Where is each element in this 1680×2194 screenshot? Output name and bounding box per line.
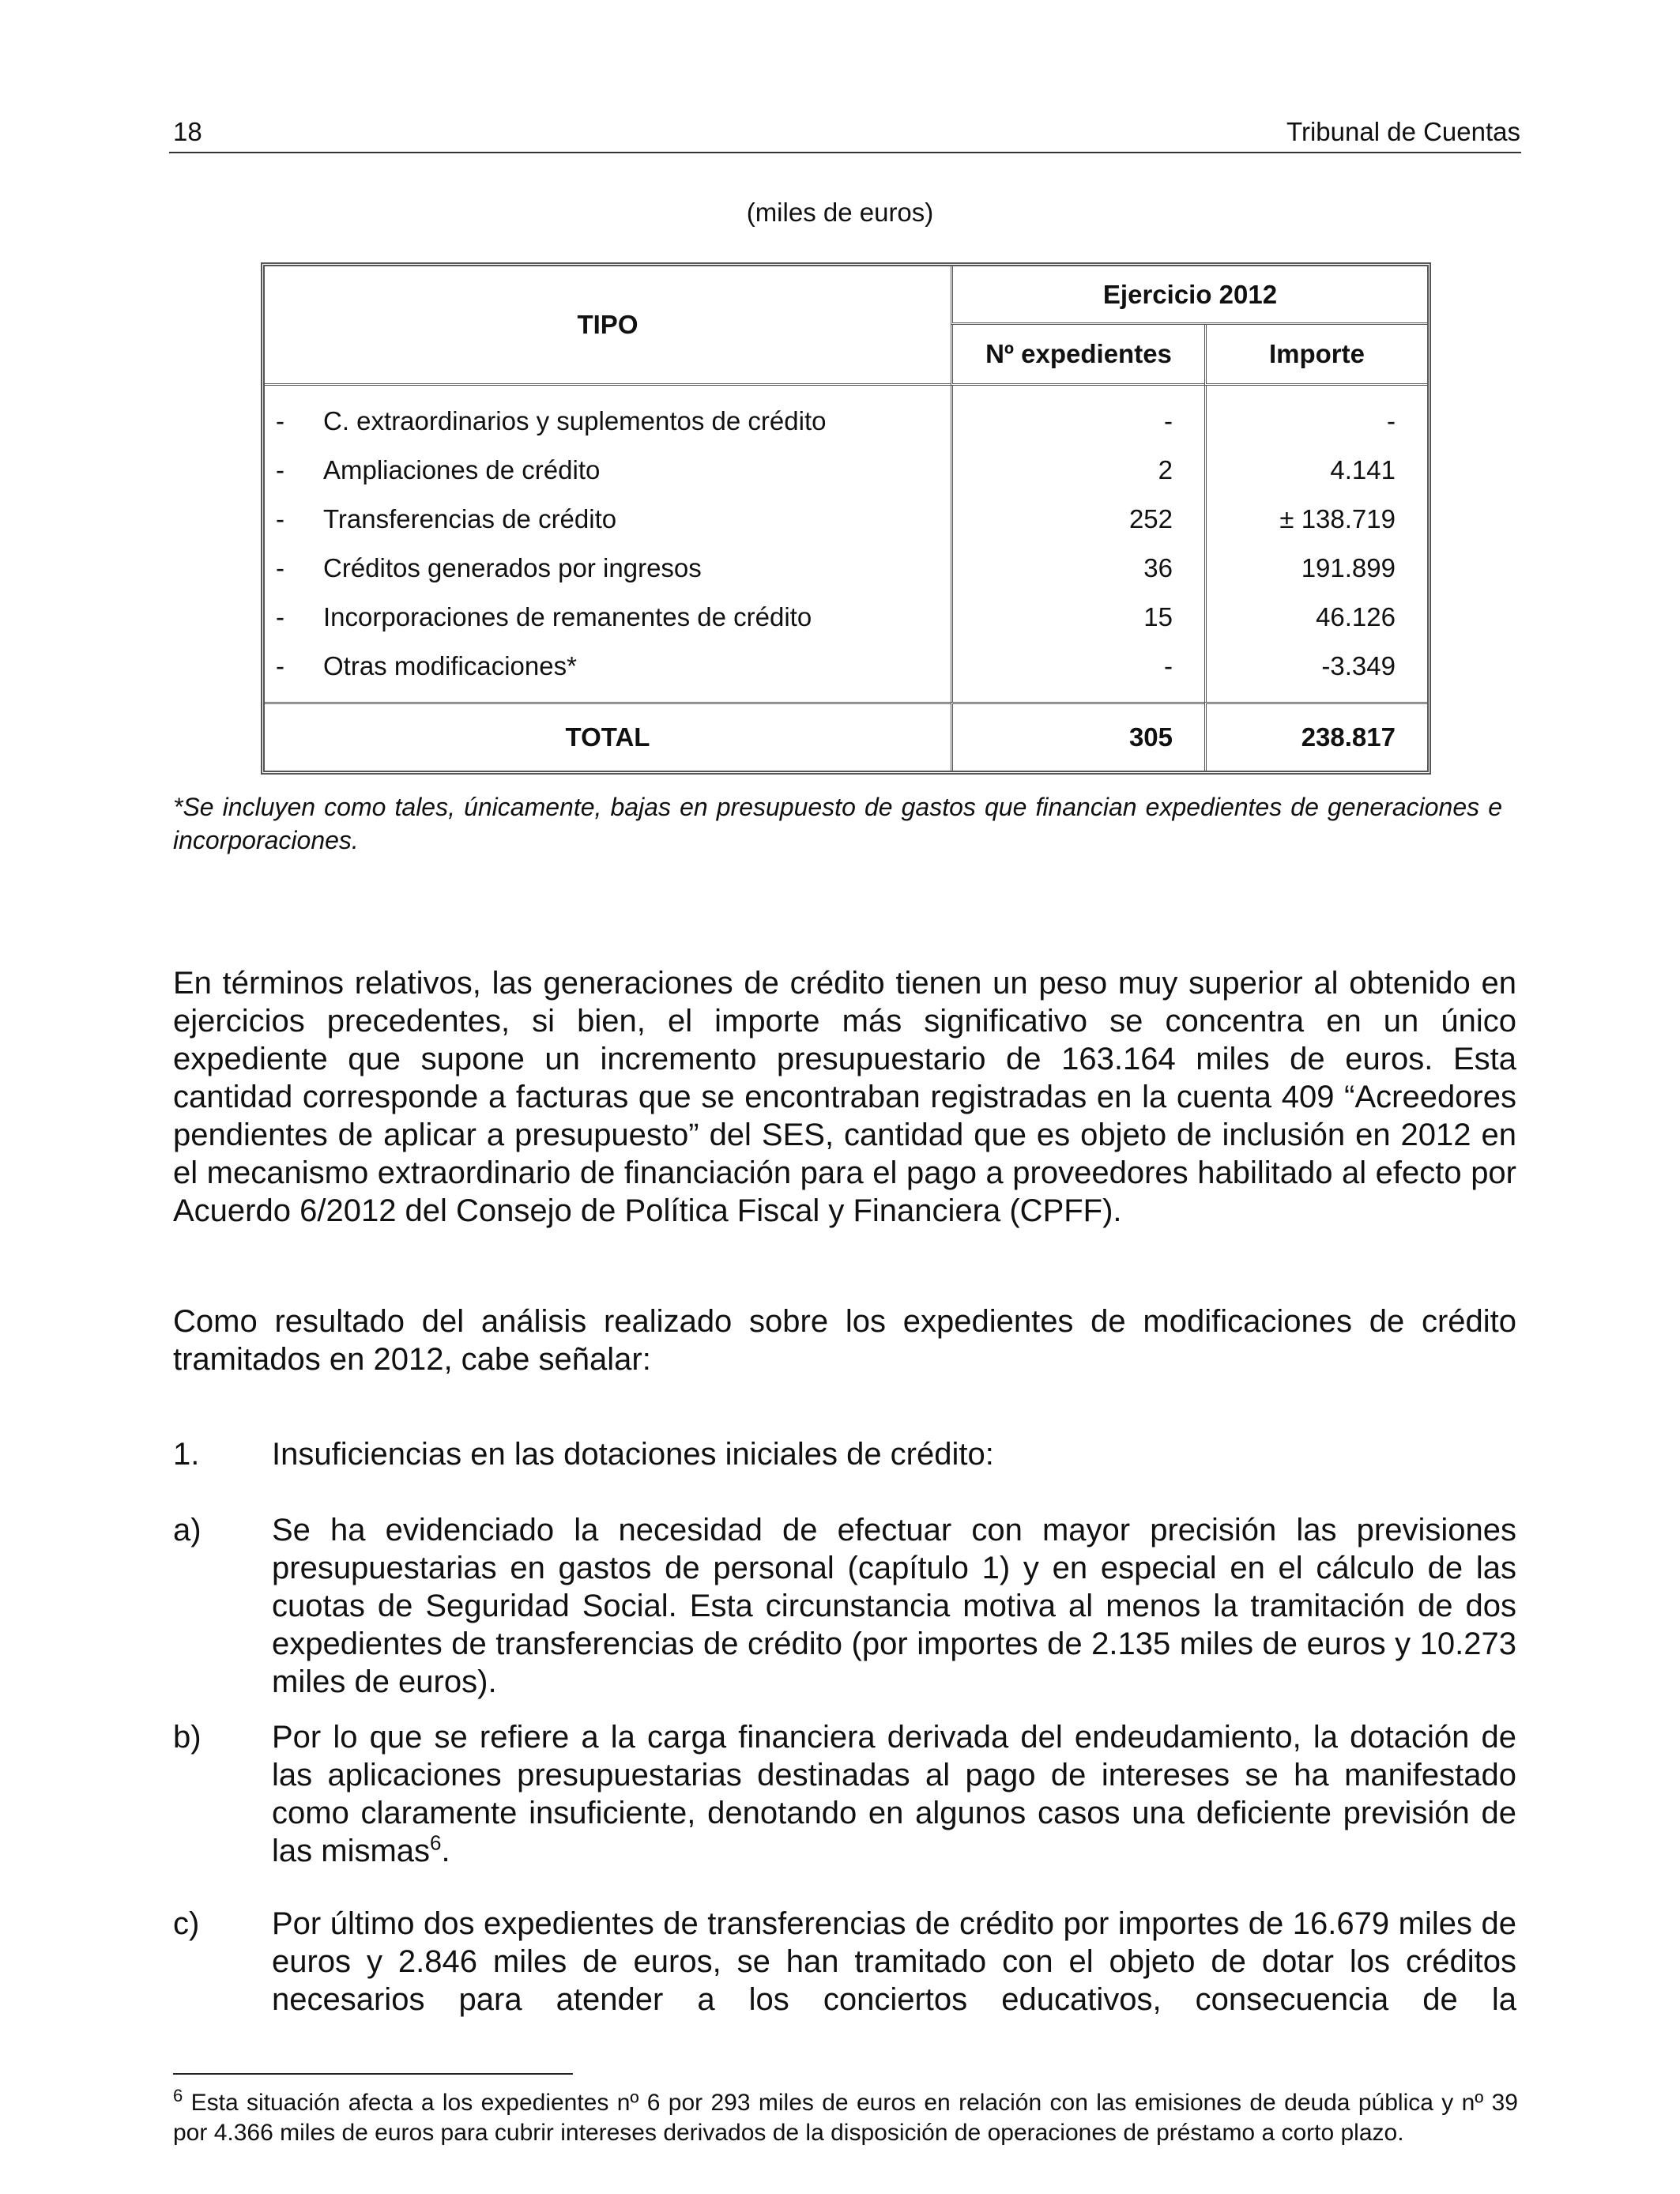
row-tipo: Créditos generados por ingresos [323, 553, 702, 582]
row-count: 15 [951, 593, 1204, 642]
row-dash: - [276, 553, 284, 582]
row-count: 2 [951, 446, 1204, 495]
total-count: 305 [951, 702, 1204, 771]
footnote-ref[interactable]: 6 [430, 1830, 442, 1855]
paragraph-analysis-result: Como resultado del análisis realizado sobre los expedientes de modificaciones de crédito tramitados en 2012, cabe señalar: [173, 1304, 1516, 1377]
header-importe: Importe [1204, 325, 1427, 386]
table-unit-caption: (miles de euros) [746, 198, 934, 227]
footnote-number: 6 [173, 2086, 183, 2105]
table-row [265, 495, 1427, 544]
list-item-b [272, 1718, 1516, 1870]
row-dash: - [276, 455, 284, 484]
list-label-b: b) [173, 1720, 202, 1755]
row-amount: 4.141 [1204, 446, 1427, 495]
header-ejercicio: Ejercicio 2012 [951, 266, 1427, 325]
row-tipo: Ampliaciones de crédito [323, 455, 601, 484]
row-tipo: C. extraordinarios y suplementos de crédito [323, 406, 827, 435]
row-count: 36 [951, 544, 1204, 593]
footnote-rule [173, 2073, 573, 2075]
header-tipo: TIPO [265, 266, 951, 386]
credit-modifications-table [261, 262, 1431, 775]
table-row [265, 544, 1427, 593]
paragraph-relative-terms: En términos relativos, las generaciones de crédito tienen un peso muy superior al obtenido en ejercicios precedentes, si bien, el importe más significativo se concentra en un único expediente que supone un incremento presupuestario de 163.164 miles de euros. Esta cantidad corresponde a facturas que se encontraban registradas en la cuenta 409 “Acreedores pendientes de aplicar a presupuesto” del SES, cantidad que es objeto de inclusión en 2012 en el mecanismo extraordinario de financiación para el pago a proveedores habilitado al efecto por Acuerdo 6/2012 del Consejo de Política Fiscal y Financiera (CPFF). [173, 966, 1516, 1228]
row-count: - [951, 386, 1204, 446]
list-text-1: Insuficiencias en las dotaciones iniciales de crédito: [272, 1437, 994, 1472]
page-number: 18 [173, 117, 202, 146]
row-amount: ± 138.719 [1204, 495, 1427, 544]
row-tipo: Incorporaciones de remanentes de crédito [323, 602, 812, 631]
row-amount: 191.899 [1204, 544, 1427, 593]
row-amount: - [1204, 386, 1427, 446]
total-amount: 238.817 [1204, 702, 1427, 771]
total-label: TOTAL [265, 702, 951, 771]
list-label-c: c) [173, 1906, 200, 1941]
row-dash: - [276, 602, 284, 631]
header-rule [169, 152, 1521, 153]
table-note: *Se incluyen como tales, únicamente, bajas en presupuesto de gastos que financian expedientes de generaciones e incorporaciones. [173, 793, 1502, 854]
row-amount: 46.126 [1204, 593, 1427, 642]
row-count: 252 [951, 495, 1204, 544]
list-text-a: Se ha evidenciado la necesidad de efectuar con mayor precisión las previsiones presupuestarias en gastos de personal (capítulo 1) y en especial en el cálculo de las cuotas de Seguridad Social. Esta circunstancia motiva al menos la tramitación de dos expedientes de transferencias de crédito (por importes de 2.135 miles de euros y 10.273 miles de euros). [272, 1513, 1516, 1699]
row-dash: - [276, 504, 284, 533]
footnote [173, 2088, 1518, 2148]
row-dash: - [276, 651, 284, 680]
list-label-a: a) [173, 1513, 202, 1547]
row-count: - [951, 642, 1204, 702]
row-tipo: Otras modificaciones* [323, 651, 577, 680]
table-row [265, 386, 1427, 446]
table-row [265, 446, 1427, 495]
header-organization: Tribunal de Cuentas [1286, 117, 1520, 146]
list-label-1: 1. [173, 1437, 200, 1472]
total-row [265, 702, 1427, 771]
table-row [265, 642, 1427, 702]
header-expedientes: Nº expedientes [951, 325, 1204, 386]
list-text-b-end: . [441, 1834, 450, 1868]
row-dash: - [276, 406, 284, 435]
list-text-b: Por lo que se refiere a la carga financiera derivada del endeudamiento, la dotación de las aplicaciones presupuestarias destinadas al pago de intereses se ha manifestado como claramente insuficiente, denotando en algunos casos una deficiente previsión de las mismas [272, 1720, 1516, 1868]
list-text-c: Por último dos expedientes de transferencias de crédito por importes de 16.679 miles de euros y 2.846 miles de euros, se han tramitado con el objeto de dotar los créditos necesarios para atender a los conciertos educativos, consecuencia de la [272, 1906, 1516, 2017]
row-tipo: Transferencias de crédito [323, 504, 617, 533]
row-amount: -3.349 [1204, 642, 1427, 702]
table-row [265, 593, 1427, 642]
footnote-text: Esta situación afecta a los expedientes nº 6 por 293 miles de euros en relación con las emisiones de deuda pública y nº 39 por 4.366 miles de euros para cubrir intereses derivados de la disposición de operaciones de préstamo a corto plazo. [173, 2090, 1518, 2146]
